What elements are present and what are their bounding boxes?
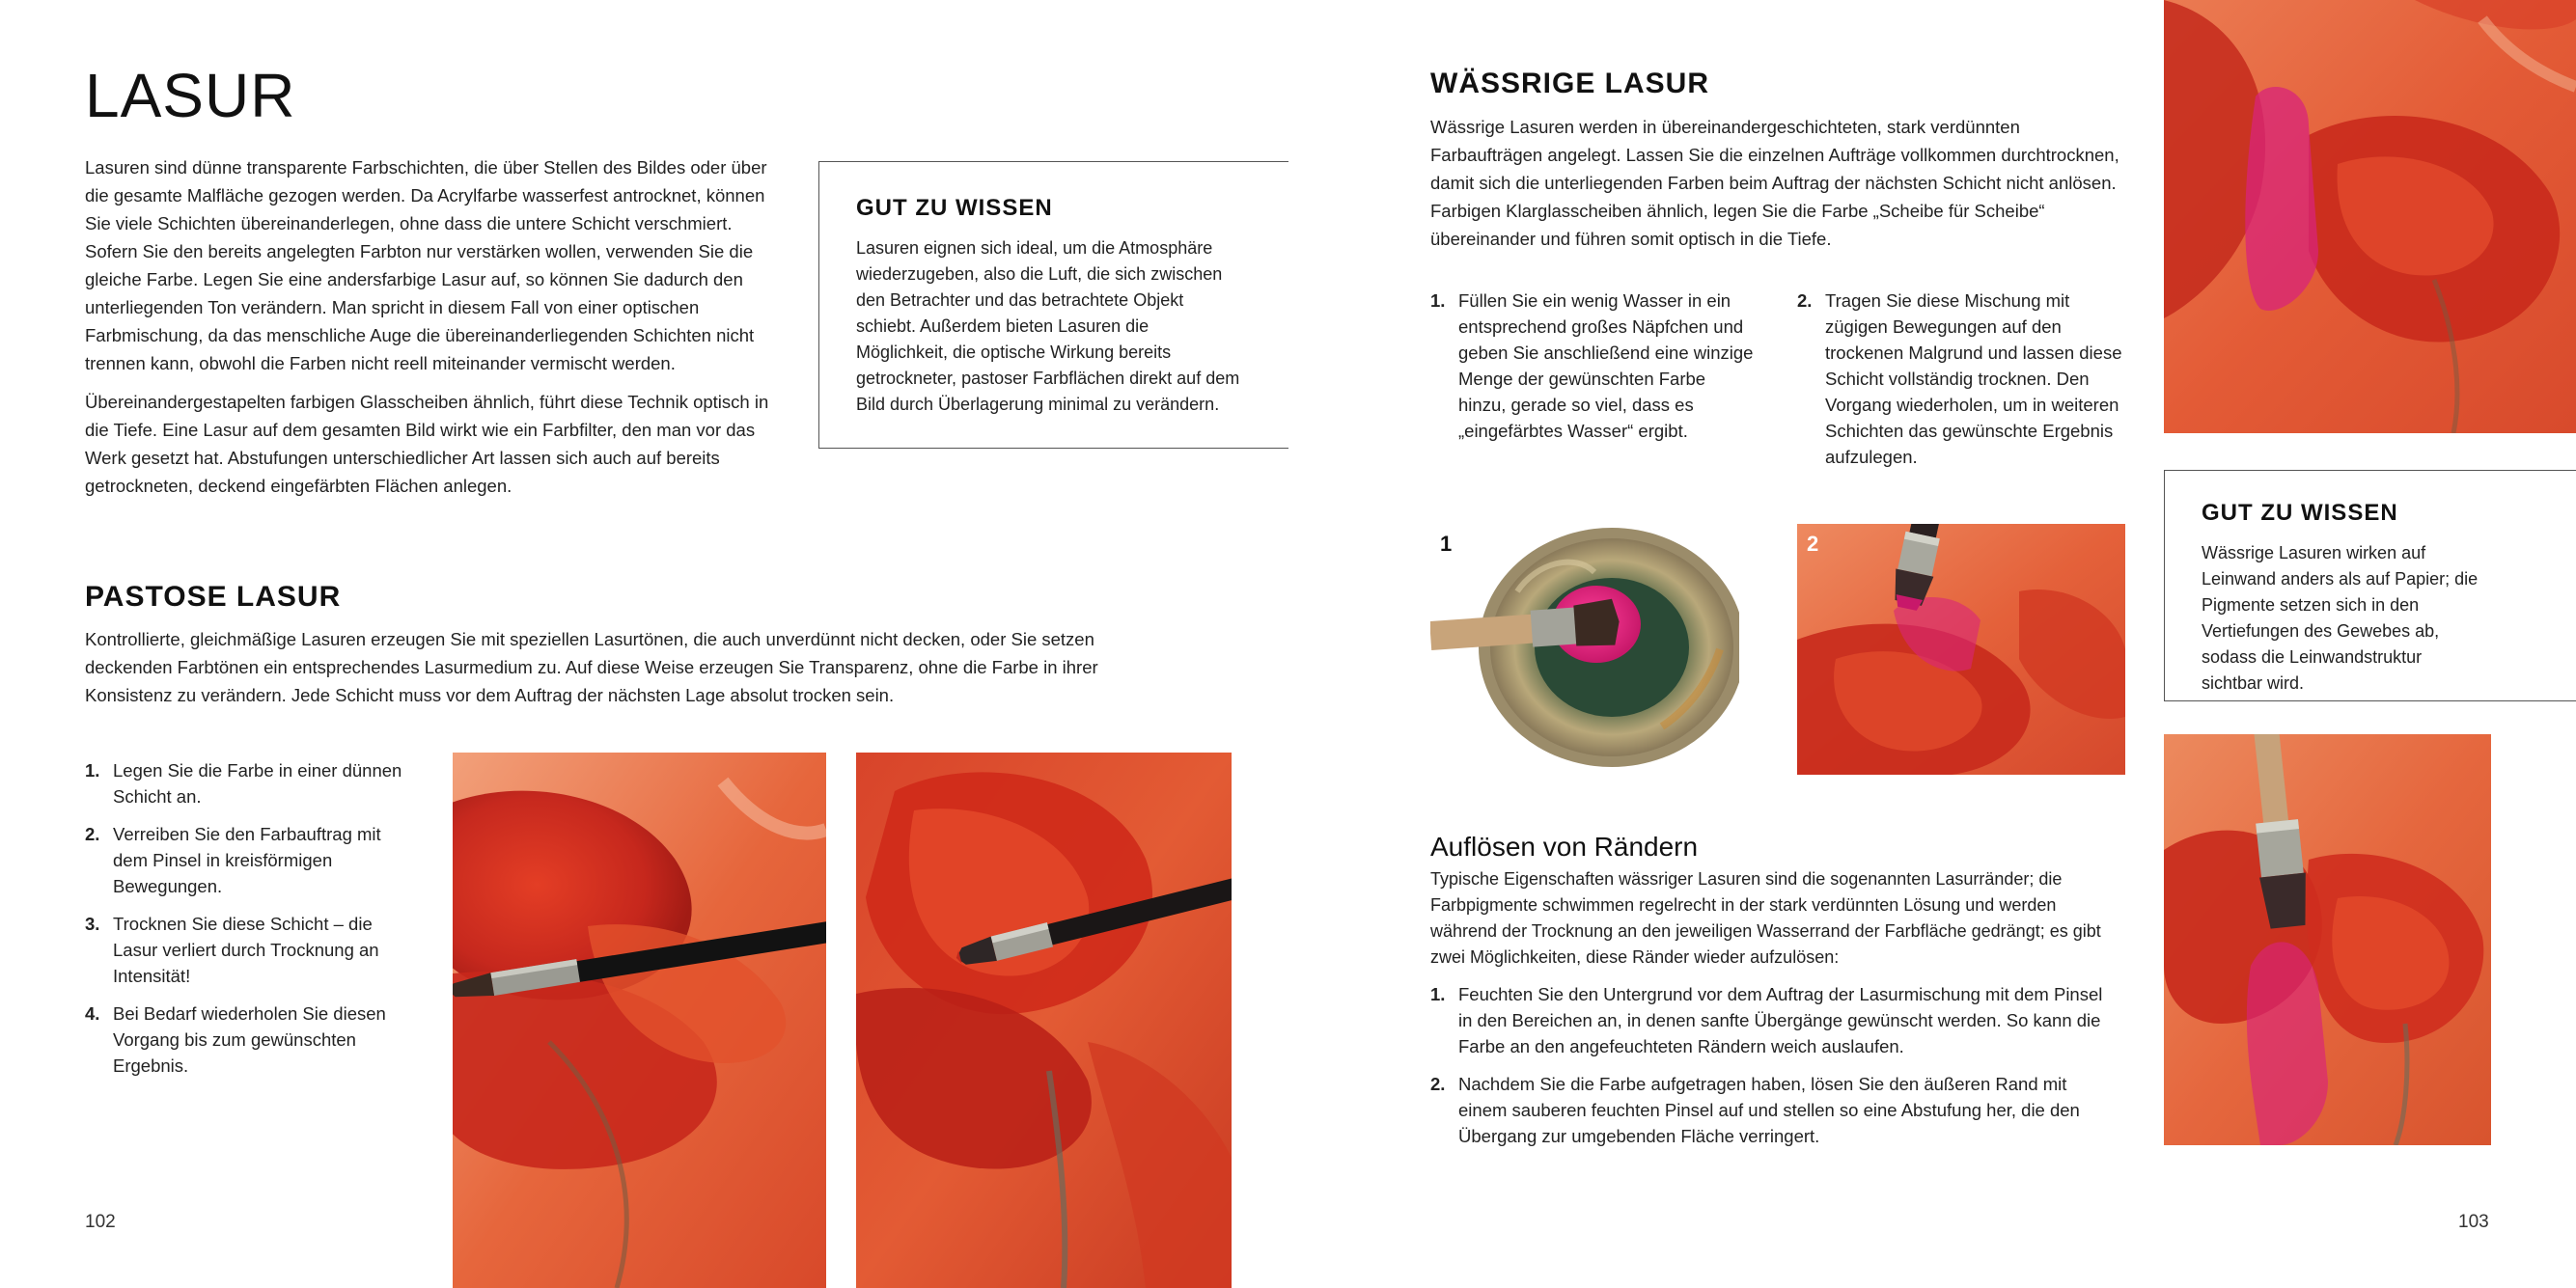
- photo-poppy-brush-right: [2164, 734, 2491, 1145]
- photo-poppy-brush-2: [856, 753, 1232, 1288]
- list-item: 1. Legen Sie die Farbe in einer dünnen Schicht an.: [85, 760, 402, 807]
- photo-poppy-brush-1: [453, 753, 826, 1288]
- intro-paragraph-2: Übereinandergestapelten farbigen Glasscheiben ähnlich, führt diese Technik optisch in die Tiefe. Eine Lasur auf dem gesamten Bild wirkt wie ein Farbfilter, den man vor das Werk gesetzt hat. Abstufungen unterschiedlicher Art lassen sich auch auf bereits getrockneten, deckend eingefärbten Flächen anlegen.: [85, 392, 769, 496]
- intro-paragraph-1: Lasuren sind dünne transparente Farbschichten, die über Stellen des Bildes oder über die gesamte Malfläche gezogen werden. Da Acrylfarbe wasserfest antrocknet, können Sie viele Schichten übereinanderlegen, ohne dass die untere Schicht verschmiert. Sofern Sie den bereits angelegten Farbton nur verstärken wollen, verwenden Sie die gleiche Farbe. Legen Sie eine andersfarbige Lasur auf, so können Sie dadurch den unterliegenden Ton verändern. Man spricht in diesem Fall von einer optischen Farbmischung, da das menschliche Auge die übereinanderliegenden Schichten nicht trennen kann, obwohl die Farben nicht reell miteinander vermischt werden.: [85, 157, 767, 373]
- waessrige-title: WÄSSRIGE LASUR: [1430, 68, 1710, 99]
- list-item: 2. Verreiben Sie den Farbauftrag mit dem Pinsel in kreisförmigen Bewegungen.: [85, 824, 381, 896]
- page-number-left: 102: [85, 1212, 116, 1232]
- info-box-right: [2164, 470, 2576, 701]
- page-title: LASUR: [85, 61, 296, 130]
- pastose-text: Kontrollierte, gleichmäßige Lasuren erzeugen Sie mit speziellen Lasurtönen, die auch unverdünnt nicht decken, oder Sie setzen deckenden Farbtönen ein entsprechendes Lasurmedium zu. Auf diese Weise erzeugen Sie Transparenz, ohne die Farbe in ihrer Konsistenz zu verändern. Jede Schicht muss vor dem Auftrag der nächsten Lage absolut trocken sein.: [85, 629, 1098, 705]
- list-item: 3. Trocknen Sie diese Schicht – die Lasur verliert durch Trocknung an Intensität!: [85, 914, 379, 986]
- photo-step-1-paint-pot: [1430, 524, 1739, 773]
- page-number-right: 103: [2458, 1212, 2489, 1232]
- list-item: 1. Füllen Sie ein wenig Wasser in ein entsprechend großes Näpfchen und geben Sie anschließend eine winzige Menge der gewünschten Farbe hinzu, gerade so viel, dass es „eingefärbtes Wasser“ ergibt.: [1430, 290, 1754, 441]
- info-box: [818, 161, 1288, 449]
- photo-step-2-brush-on-poppy: [1797, 524, 2125, 775]
- raender-title: Auflösen von Rändern: [1430, 832, 1699, 862]
- photo-label-1: 1: [1440, 532, 1453, 556]
- list-item: 1. Feuchten Sie den Untergrund vor dem Auftrag der Lasurmischung mit dem Pinsel in den Bereichen an, in denen sanfte Übergänge gewünscht werden. So kann die Farbe an den angefeuchteten Rändern weich auslaufen.: [1430, 984, 2103, 1056]
- info-box-right-title: GUT ZU WISSEN: [2202, 500, 2398, 526]
- info-box-title: GUT ZU WISSEN: [856, 195, 1053, 221]
- photo-label-2: 2: [1807, 532, 1819, 556]
- raender-text: Typische Eigenschaften wässriger Lasuren sind die sogenannten Lasurränder; die Farbpigmente schwimmen regelrecht in der stark verdünnten Lösung und werden während der Trocknung an den jeweiligen Wasserrand der Farbfläche gedrängt; es gibt zwei Möglichkeiten, diese Ränder wieder aufzulösen:: [1430, 869, 2101, 967]
- pastose-title: PASTOSE LASUR: [85, 581, 342, 613]
- list-item: 2. Tragen Sie diese Mischung mit zügigen Bewegungen auf den trockenen Malgrund und lassen diese Schicht vollständig trocknen. Den Vorgang wiederholen, um in weiteren Schichten das gewünschte Ergebnis aufzulegen.: [1797, 290, 2122, 467]
- pastose-steps: [85, 757, 418, 1079]
- intro-text: [85, 153, 775, 500]
- list-item: 2. Nachdem Sie die Farbe aufgetragen haben, lösen Sie den äußeren Rand mit einem sauberen feuchten Pinsel auf und stellen so eine Abstufung her, die den Übergang zur umgebenden Fläche verringert.: [1430, 1074, 2080, 1146]
- info-box-text: Lasuren eignen sich ideal, um die Atmosphäre wiederzugeben, also die Luft, die sich zwischen den Betrachter und das betrachtete Objekt schiebt. Außerdem bieten Lasuren die Möglichkeit, die optische Wirkung bereits getrockneter, pastoser Farbflächen direkt auf dem Bild durch Überlagerung minimal zu verändern.: [856, 238, 1240, 414]
- info-box-right-text: Wässrige Lasuren wirken auf Leinwand anders als auf Papier; die Pigmente setzen sich in den Vertiefungen des Gewebes ab, sodass die Leinwandstruktur sichtbar wird.: [2202, 543, 2479, 693]
- raender-steps: [1430, 981, 2112, 1149]
- waessrige-step-2: [1797, 288, 2123, 470]
- list-item: 4. Bei Bedarf wiederholen Sie diesen Vorgang bis zum gewünschten Ergebnis.: [85, 1003, 386, 1076]
- waessrige-step-1: [1430, 288, 1755, 444]
- photo-poppy-magenta-top: [2164, 0, 2576, 433]
- waessrige-text: Wässrige Lasuren werden in übereinandergeschichteten, stark verdünnten Farbaufträgen angelegt. Lassen Sie die einzelnen Aufträge vollkommen durchtrocknen, damit sich die unterliegenden Farben beim Auftrag der nächsten Schicht nicht anlösen. Farbigen Klarglasscheiben ähnlich, legen Sie die Farbe „Scheibe für Scheibe“ übereinander und führen somit optisch in die Tiefe.: [1430, 117, 2119, 249]
